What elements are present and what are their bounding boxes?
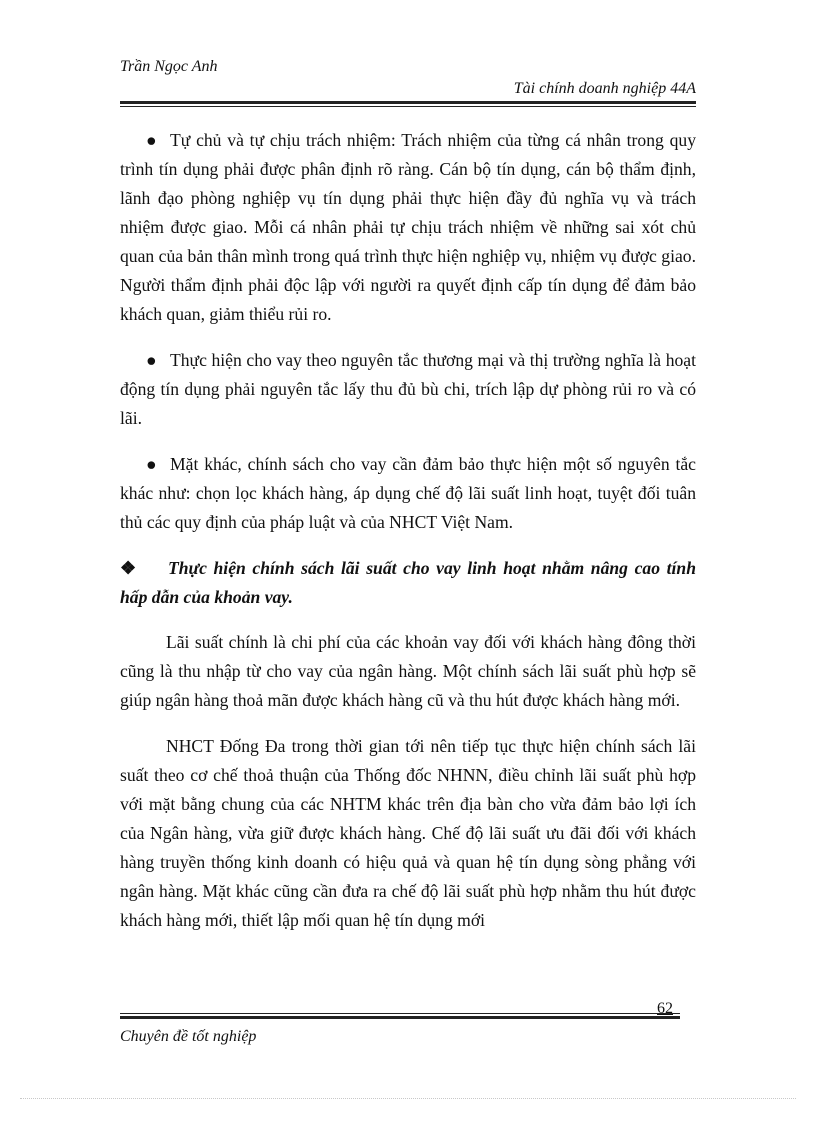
bullet-text: Tự chủ và tự chịu trách nhiệm: Trách nhiệm của từng cá nhân trong quy trình tín dụng phải được phân định rõ ràng. Cán bộ tín dụng, cán bộ thẩm định, lãnh đạo phòng nghiệp vụ tín dụng phải thực hiện đầy đủ nghĩa vụ và trách nhiệm được giao. Mỗi cá nhân phải tự chịu trách nhiệm về những sai xót chủ quan của bản thân mình trong quá trình thực hiện nghiệp vụ, nhiệm vụ được giao. Người thẩm định phải độc lập với người ra quyết định cấp tín dụng để đảm bảo khách quan, giảm thiểu rủi ro. [120, 130, 696, 324]
page-body [120, 126, 696, 952]
diamond-bullet-icon: ❖ [120, 558, 137, 578]
header-title: Tài chính doanh nghiệp 44A [513, 80, 696, 97]
footer-text: Chuyên đề tốt nghiệp [120, 1028, 257, 1045]
body-paragraph: NHCT Đống Đa trong thời gian tới nên tiếp tục thực hiện chính sách lãi suất theo cơ chế thoả thuận của Thống đốc NHNN, điều chỉnh lãi suất phù hợp với mặt bằng chung của các NHTM khác trên địa bàn cho vừa đảm bảo lợi ích của Ngân hàng, vừa giữ được khách hàng. Chế độ lãi suất ưu đãi đối với khách hàng truyền thống kinh doanh có hiệu quả và quan hệ tín dụng sòng phẳng với ngân hàng. Mặt khác cũng cần đưa ra chế độ lãi suất phù hợp nhằm thu hút được khách hàng mới, thiết lập mối quan hệ tín dụng mới [120, 736, 696, 930]
section-heading [120, 554, 696, 612]
footer-divider [120, 1013, 680, 1019]
page-edge-divider [20, 1098, 796, 1099]
bullet-icon: ● [146, 454, 157, 474]
body-paragraph: Lãi suất chính là chi phí của các khoản vay đối với khách hàng đông thời cũng là thu nhập từ cho vay của ngân hàng. Một chính sách lãi suất phù hợp sẽ giúp ngân hàng thoả mãn được khách hàng cũ và thu hút được khách hàng mới. [120, 632, 696, 710]
bullet-icon: ● [146, 350, 157, 370]
header-author: Trần Ngọc Anh [120, 58, 218, 75]
bullet-paragraph [120, 346, 696, 433]
section-heading-text: Thực hiện chính sách lãi suất cho vay linh hoạt nhằm nâng cao tính hấp dẫn của khoản vay. [120, 558, 696, 607]
bullet-paragraph [120, 126, 696, 329]
header-divider [120, 101, 696, 107]
bullet-text: Thực hiện cho vay theo nguyên tắc thương mại và thị trường nghĩa là hoạt động tín dụng phải nguyên tắc lấy thu đủ bù chi, trích lập dự phòng rủi ro và có lãi. [120, 350, 696, 428]
bullet-icon: ● [146, 130, 157, 150]
bullet-paragraph [120, 450, 696, 537]
bullet-text: Mặt khác, chính sách cho vay cần đảm bảo thực hiện một số nguyên tắc khác như: chọn lọc khách hàng, áp dụng chế độ lãi suất linh hoạt, tuyệt đối tuân thủ các quy định của pháp luật và của NHCT Việt Nam. [120, 454, 696, 532]
page-number: 62 [657, 1000, 673, 1017]
